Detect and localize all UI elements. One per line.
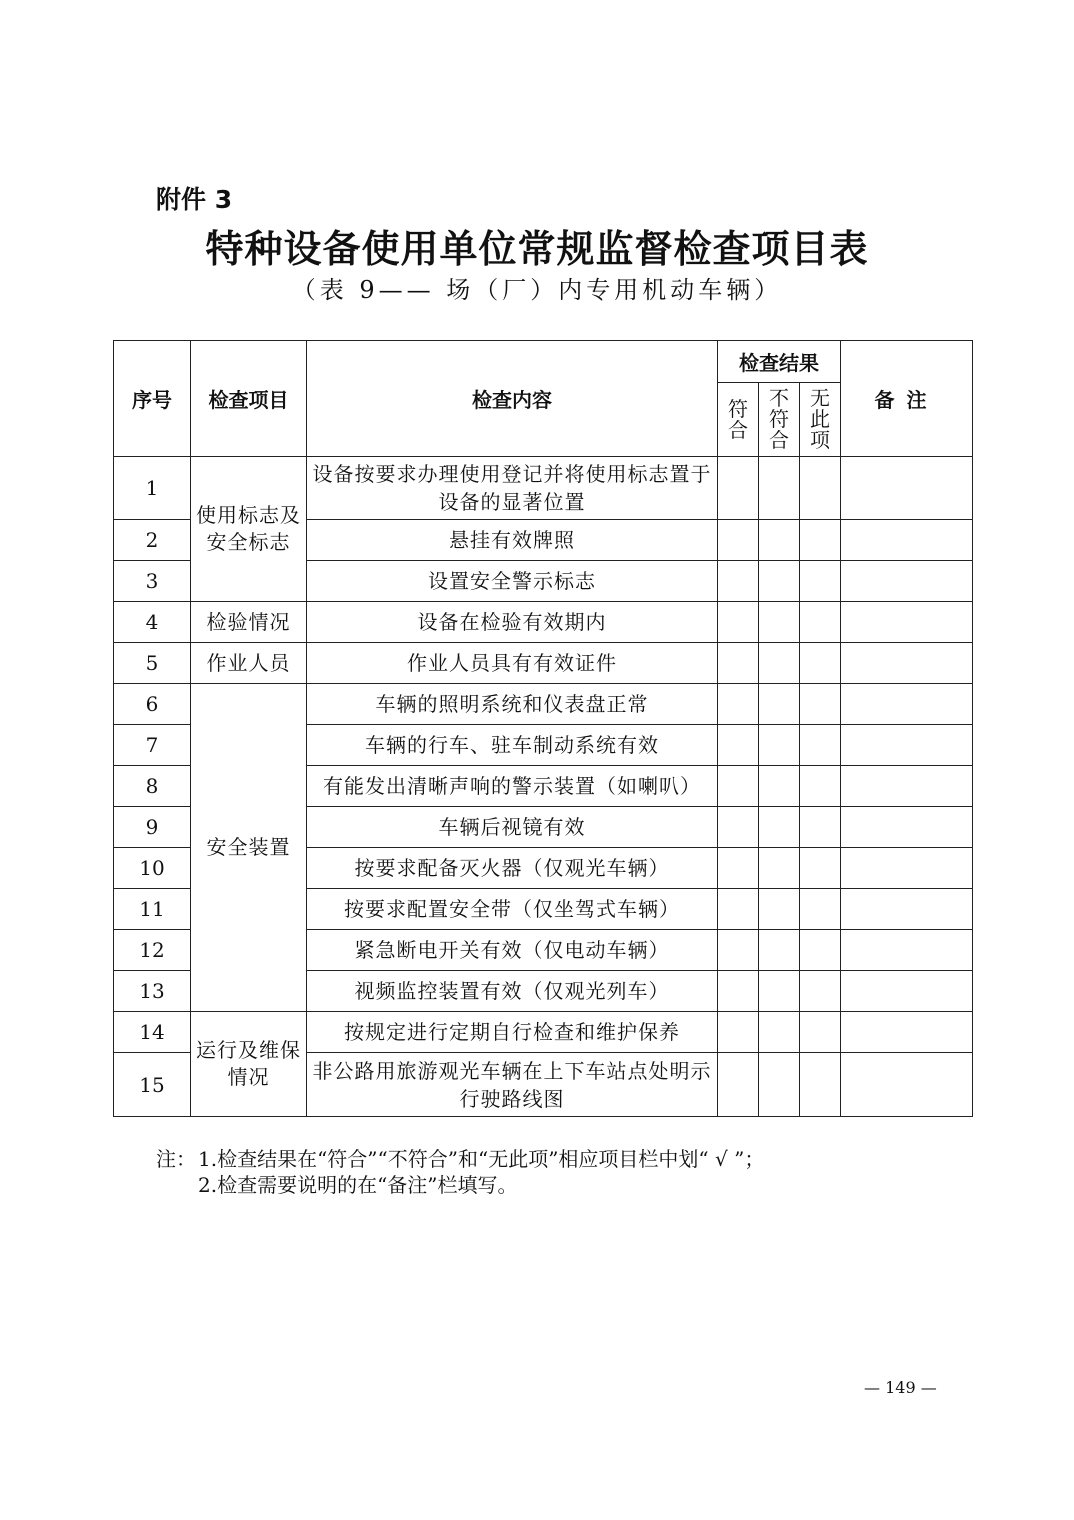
remark-cell[interactable] (841, 457, 973, 520)
row-content: 紧急断电开关有效（仅电动车辆） (307, 930, 718, 971)
result-na-cell[interactable] (800, 930, 841, 971)
result-conform-cell[interactable] (718, 1053, 759, 1117)
row-seq: 8 (114, 766, 191, 807)
result-na-cell[interactable] (800, 807, 841, 848)
result-na-cell[interactable] (800, 725, 841, 766)
notes-label: 注： (156, 1147, 196, 1171)
remark-cell[interactable] (841, 602, 973, 643)
result-conform-cell[interactable] (718, 725, 759, 766)
row-seq: 14 (114, 1012, 191, 1053)
result-na-cell[interactable] (800, 561, 841, 602)
result-nonconform-cell[interactable] (759, 725, 800, 766)
row-content: 车辆后视镜有效 (307, 807, 718, 848)
remark-cell[interactable] (841, 684, 973, 725)
result-na-cell[interactable] (800, 520, 841, 561)
row-content: 非公路用旅游观光车辆在上下车站点处明示行驶路线图 (307, 1053, 718, 1117)
page-number: — 149 — (864, 1378, 937, 1397)
result-na-cell[interactable] (800, 1012, 841, 1053)
remark-cell[interactable] (841, 1012, 973, 1053)
inspection-table (113, 340, 973, 1117)
result-nonconform-cell[interactable] (759, 971, 800, 1012)
row-content: 视频监控装置有效（仅观光列车） (307, 971, 718, 1012)
row-item: 作业人员 (191, 643, 307, 684)
table-row (114, 643, 973, 684)
header-result-na: 无此项 (800, 383, 841, 457)
row-seq: 5 (114, 643, 191, 684)
result-conform-cell[interactable] (718, 1012, 759, 1053)
result-conform-cell[interactable] (718, 643, 759, 684)
result-na-cell[interactable] (800, 889, 841, 930)
result-na-cell[interactable] (800, 643, 841, 684)
remark-cell[interactable] (841, 520, 973, 561)
result-conform-cell[interactable] (718, 684, 759, 725)
result-na-cell[interactable] (800, 684, 841, 725)
result-nonconform-cell[interactable] (759, 1053, 800, 1117)
result-conform-cell[interactable] (718, 457, 759, 520)
row-seq: 7 (114, 725, 191, 766)
remark-cell[interactable] (841, 848, 973, 889)
header-result-conform: 符合 (718, 383, 759, 457)
row-seq: 13 (114, 971, 191, 1012)
row-item: 使用标志及安全标志 (191, 457, 307, 602)
row-content: 设备在检验有效期内 (307, 602, 718, 643)
row-seq: 15 (114, 1053, 191, 1117)
row-seq: 6 (114, 684, 191, 725)
remark-cell[interactable] (841, 725, 973, 766)
result-nonconform-cell[interactable] (759, 561, 800, 602)
result-na-cell[interactable] (800, 1053, 841, 1117)
row-content: 悬挂有效牌照 (307, 520, 718, 561)
result-nonconform-cell[interactable] (759, 807, 800, 848)
result-conform-cell[interactable] (718, 807, 759, 848)
result-na-cell[interactable] (800, 971, 841, 1012)
result-conform-cell[interactable] (718, 766, 759, 807)
remark-cell[interactable] (841, 1053, 973, 1117)
result-conform-cell[interactable] (718, 561, 759, 602)
result-nonconform-cell[interactable] (759, 930, 800, 971)
row-content: 车辆的照明系统和仪表盘正常 (307, 684, 718, 725)
note-line-2: 2.检查需要说明的在“备注”栏填写。 (198, 1173, 518, 1197)
result-na-cell[interactable] (800, 848, 841, 889)
result-conform-cell[interactable] (718, 930, 759, 971)
document-title: 特种设备使用单位常规监督检查项目表 (205, 226, 869, 271)
header-result-nonconform: 不符合 (759, 383, 800, 457)
result-conform-cell[interactable] (718, 602, 759, 643)
row-content: 按要求配备灭火器（仅观光车辆） (307, 848, 718, 889)
attachment-label: 附件 3 (156, 185, 233, 214)
table-body (114, 457, 973, 1117)
row-seq: 3 (114, 561, 191, 602)
row-content: 按规定进行定期自行检查和维护保养 (307, 1012, 718, 1053)
header-content: 检查内容 (307, 341, 718, 457)
remark-cell[interactable] (841, 889, 973, 930)
remark-cell[interactable] (841, 766, 973, 807)
table-row (114, 602, 973, 643)
note-line-1: 1.检查结果在“符合”“不符合”和“无此项”相应项目栏中划“ √ ”； (198, 1147, 765, 1171)
row-seq: 10 (114, 848, 191, 889)
result-nonconform-cell[interactable] (759, 643, 800, 684)
result-nonconform-cell[interactable] (759, 889, 800, 930)
row-content: 设备按要求办理使用登记并将使用标志置于设备的显著位置 (307, 457, 718, 520)
result-na-cell[interactable] (800, 602, 841, 643)
result-conform-cell[interactable] (718, 889, 759, 930)
row-seq: 4 (114, 602, 191, 643)
header-result: 检查结果 (718, 341, 841, 383)
remark-cell[interactable] (841, 930, 973, 971)
document-subtitle: （表 9—— 场（厂）内专用机动车辆） (291, 276, 783, 304)
table-row (114, 457, 973, 520)
result-na-cell[interactable] (800, 457, 841, 520)
row-content: 设置安全警示标志 (307, 561, 718, 602)
remark-cell[interactable] (841, 971, 973, 1012)
result-nonconform-cell[interactable] (759, 1012, 800, 1053)
row-seq: 9 (114, 807, 191, 848)
result-nonconform-cell[interactable] (759, 684, 800, 725)
table-row (114, 684, 973, 725)
row-content: 按要求配置安全带（仅坐驾式车辆） (307, 889, 718, 930)
remark-cell[interactable] (841, 807, 973, 848)
row-content: 有能发出清晰声响的警示装置（如喇叭） (307, 766, 718, 807)
notes (156, 1146, 764, 1198)
result-nonconform-cell[interactable] (759, 520, 800, 561)
result-conform-cell[interactable] (718, 520, 759, 561)
row-item: 检验情况 (191, 602, 307, 643)
result-na-cell[interactable] (800, 766, 841, 807)
result-conform-cell[interactable] (718, 848, 759, 889)
row-seq: 2 (114, 520, 191, 561)
row-content: 车辆的行车、驻车制动系统有效 (307, 725, 718, 766)
result-conform-cell[interactable] (718, 971, 759, 1012)
remark-cell[interactable] (841, 643, 973, 684)
row-seq: 11 (114, 889, 191, 930)
result-nonconform-cell[interactable] (759, 848, 800, 889)
header-item: 检查项目 (191, 341, 307, 457)
header-remark: 备注 (841, 341, 973, 457)
row-item: 安全装置 (191, 684, 307, 1012)
result-nonconform-cell[interactable] (759, 602, 800, 643)
remark-cell[interactable] (841, 561, 973, 602)
result-nonconform-cell[interactable] (759, 766, 800, 807)
result-nonconform-cell[interactable] (759, 457, 800, 520)
row-item: 运行及维保情况 (191, 1012, 307, 1117)
row-seq: 1 (114, 457, 191, 520)
row-content: 作业人员具有有效证件 (307, 643, 718, 684)
header-seq: 序号 (114, 341, 191, 457)
row-seq: 12 (114, 930, 191, 971)
table-row (114, 1012, 973, 1053)
